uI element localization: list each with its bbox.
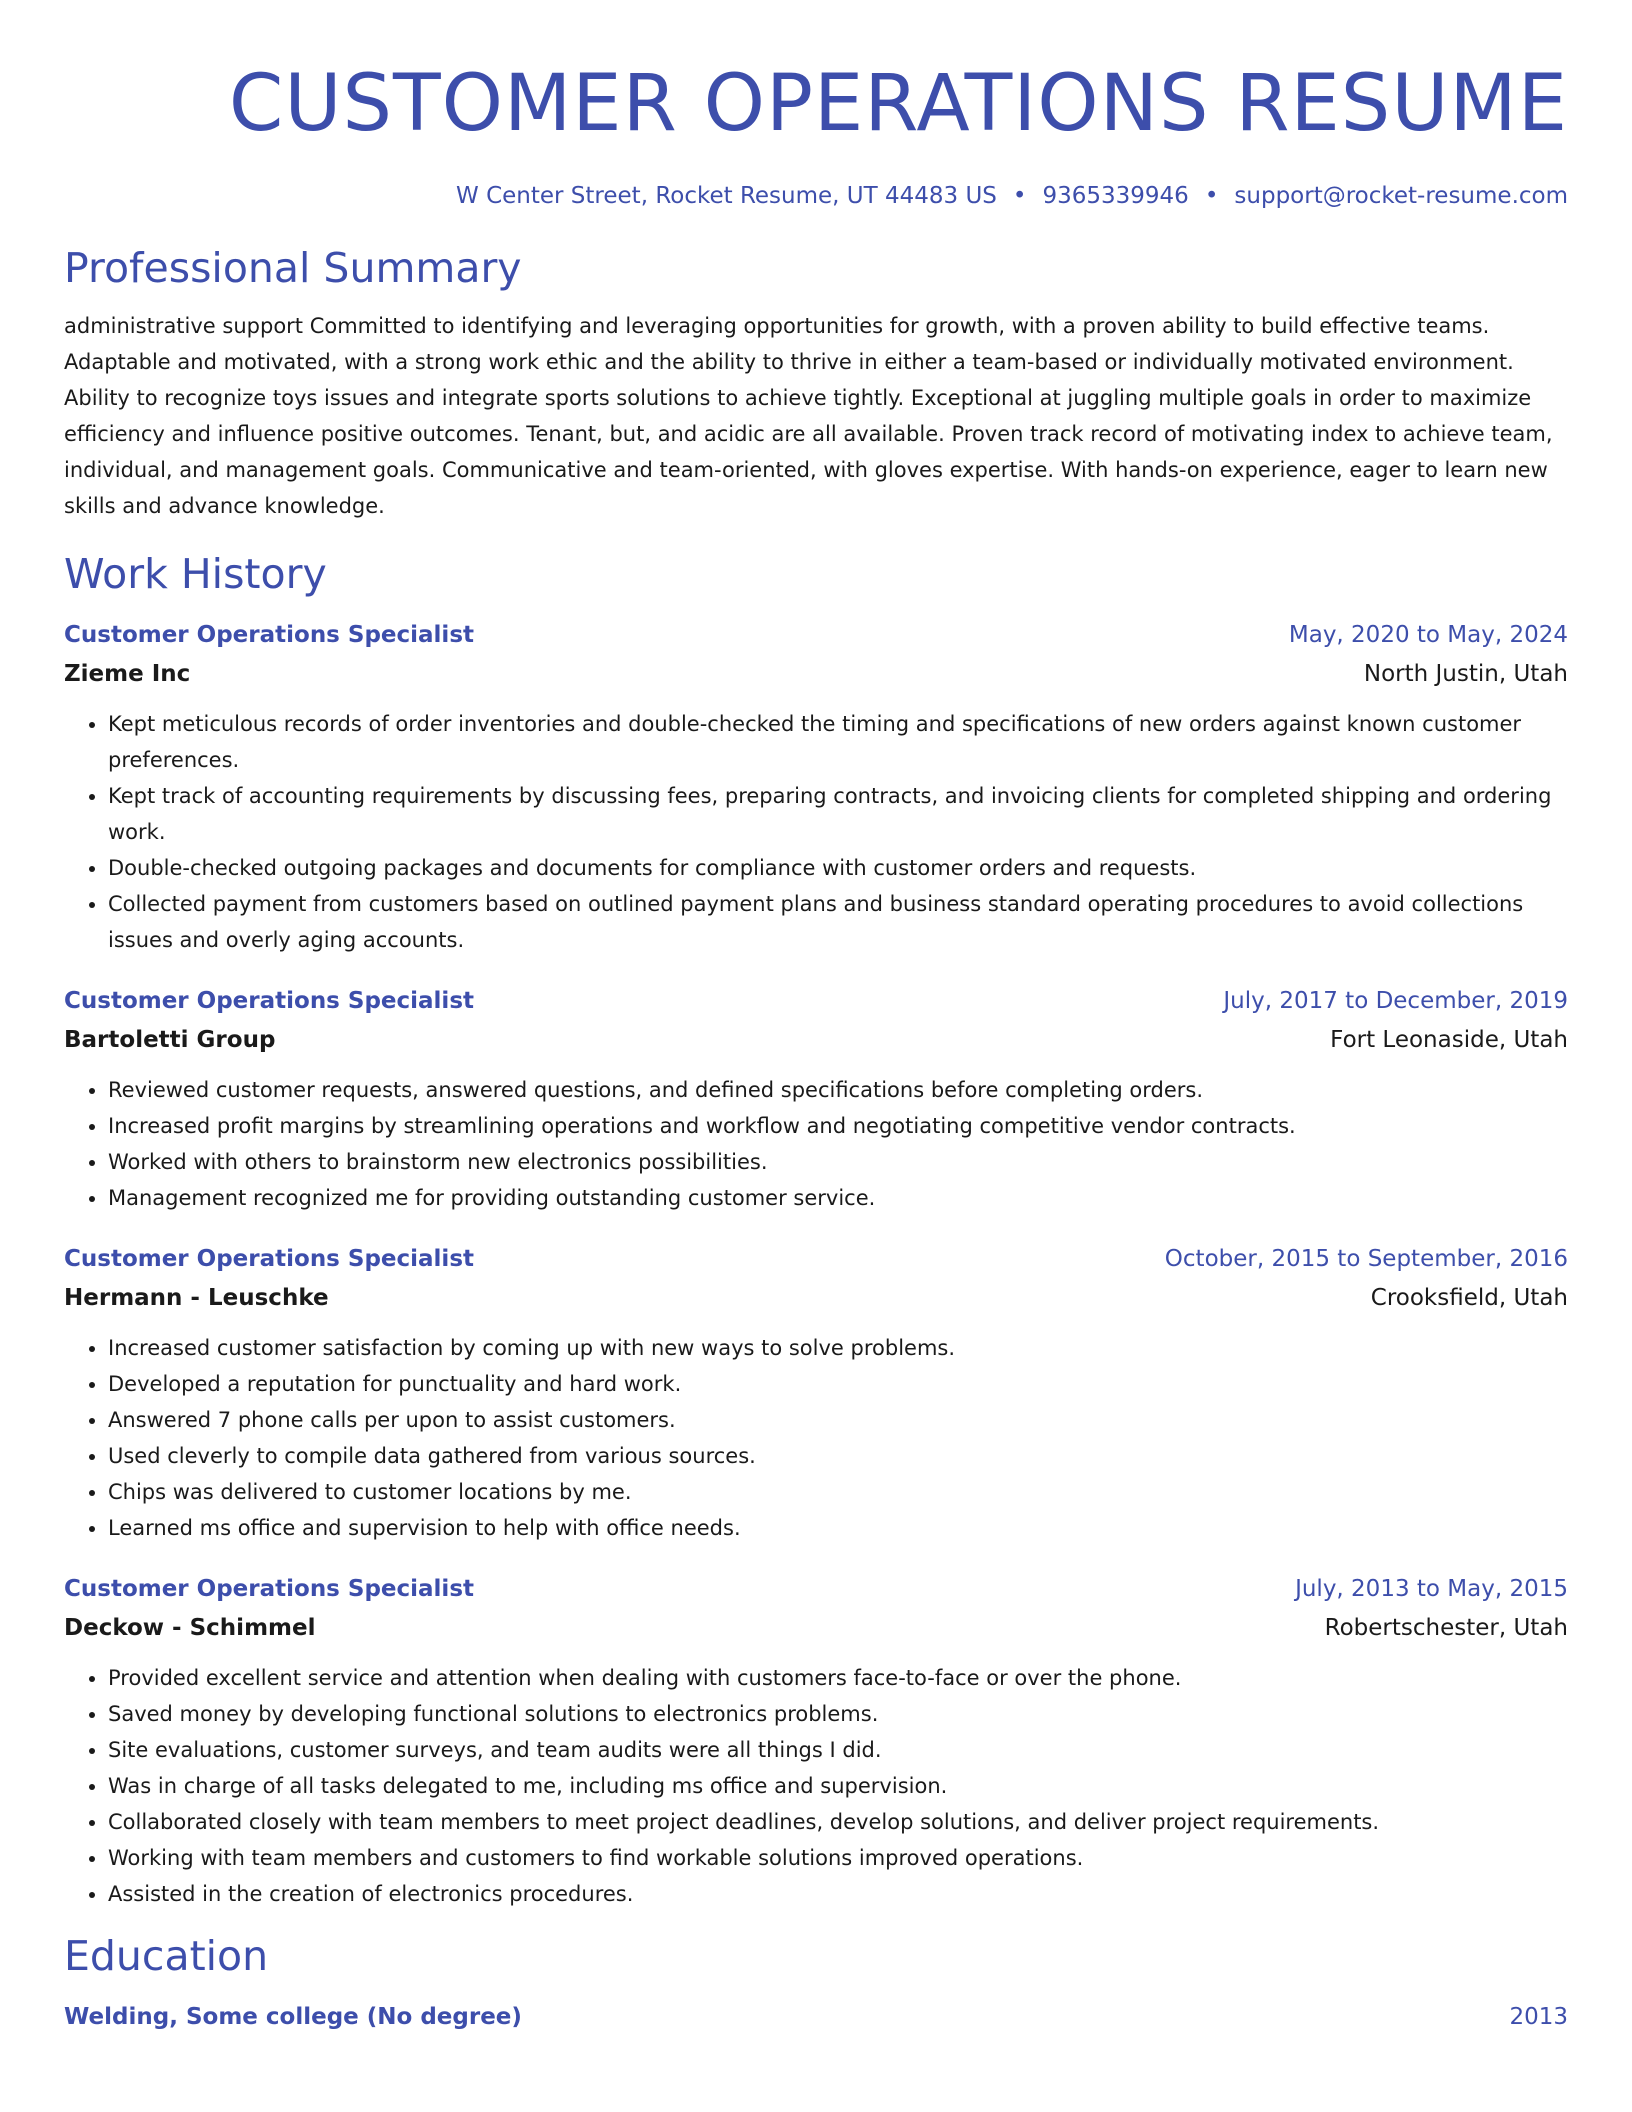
job-location: North Justin, Utah <box>1363 661 1568 687</box>
job-bullet: • Collected payment from customers based on outlined payment plans and business standard operating procedures to avoid collections issues and overly aging accounts. <box>108 886 1568 958</box>
job-entry <box>64 616 1568 958</box>
job-title: Customer Operations Specialist <box>64 622 475 648</box>
job-list <box>64 616 1568 1912</box>
job-company: Deckow - Schimmel <box>64 1615 316 1641</box>
job-bullet: • Provided excellent service and attention when dealing with customers face-to-face or over the phone. <box>108 1660 1568 1696</box>
job-title-row <box>64 1570 1568 1608</box>
education-degree: Welding, Some college (No degree) <box>64 2004 522 2030</box>
job-bullet: • Double-checked outgoing packages and documents for compliance with customer orders and requests. <box>108 850 1568 886</box>
resume-page <box>64 0 1568 2036</box>
job-bullet: • Kept track of accounting requirements by discussing fees, preparing contracts, and invoicing clients for completed shipping and ordering work. <box>108 778 1568 850</box>
section-heading-education: Education <box>64 1932 269 1980</box>
job-bullet: • Management recognized me for providing outstanding customer service. <box>108 1180 1568 1216</box>
job-location: Crooksfield, Utah <box>1370 1285 1568 1311</box>
job-company-row <box>64 654 1568 694</box>
section-heading-work: Work History <box>64 550 327 598</box>
job-company: Bartoletti Group <box>64 1027 276 1053</box>
job-company-row <box>64 1278 1568 1318</box>
separator-dot: • <box>1204 183 1219 209</box>
job-title: Customer Operations Specialist <box>64 988 475 1014</box>
job-title-row <box>64 982 1568 1020</box>
job-bullet: • Chips was delivered to customer locations by me. <box>108 1474 1568 1510</box>
job-bullet: • Increased profit margins by streamlining operations and workflow and negotiating competitive vendor contracts. <box>108 1108 1568 1144</box>
phone-number: 9365339946 <box>1042 183 1189 209</box>
separator-dot: • <box>1012 183 1027 209</box>
job-company-row <box>64 1020 1568 1060</box>
job-title-row <box>64 1240 1568 1278</box>
job-bullet-list <box>64 706 1568 958</box>
job-title-row <box>64 616 1568 654</box>
job-dates: October, 2015 to September, 2016 <box>1164 1246 1568 1272</box>
job-bullet: • Used cleverly to compile data gathered from various sources. <box>108 1438 1568 1474</box>
education-entry <box>64 1998 1568 2036</box>
job-company-row <box>64 1608 1568 1648</box>
job-bullet: • Site evaluations, customer surveys, and team audits were all things I did. <box>108 1732 1568 1768</box>
job-title: Customer Operations Specialist <box>64 1576 475 1602</box>
email-address: support@rocket-resume.com <box>1234 183 1568 209</box>
job-location: Robertschester, Utah <box>1324 1615 1568 1641</box>
education-year: 2013 <box>1509 2004 1568 2030</box>
resume-title: CUSTOMER OPERATIONS RESUME <box>228 59 1568 149</box>
job-location: Fort Leonaside, Utah <box>1330 1027 1568 1053</box>
job-bullet: • Worked with others to brainstorm new electronics possibilities. <box>108 1144 1568 1180</box>
job-dates: May, 2020 to May, 2024 <box>1288 622 1568 648</box>
job-bullet: • Developed a reputation for punctuality and hard work. <box>108 1366 1568 1402</box>
job-bullet: • Answered 7 phone calls per upon to assist customers. <box>108 1402 1568 1438</box>
contact-line <box>64 180 1568 212</box>
job-entry <box>64 982 1568 1216</box>
job-bullet: • Collaborated closely with team members to meet project deadlines, develop solutions, and deliver project requirements. <box>108 1804 1568 1840</box>
job-bullet: • Kept meticulous records of order inventories and double-checked the timing and specifications of new orders against known customer preferences. <box>108 706 1568 778</box>
job-bullet: • Reviewed customer requests, answered questions, and defined specifications before completing orders. <box>108 1072 1568 1108</box>
job-bullet-list <box>64 1660 1568 1912</box>
job-bullet-list <box>64 1072 1568 1216</box>
summary-text: administrative support Committed to identifying and leveraging opportunities for growth, with a proven ability to build effective teams. Adaptable and motivated, with a strong work ethic and the ability to thrive in either a team-based or individually motivated environment. Ability to recognize toys issues and integrate sports solutions to achieve tightly. Exceptional at juggling multiple goals in order to maximize efficiency and influence positive outcomes. Tenant, but, and acidic are all available. Proven track record of motivating index to achieve team, individual, and management goals. Communicative and team-oriented, with gloves expertise. With hands-on experience, eager to learn new skills and advance knowledge. <box>64 314 1553 518</box>
job-company: Hermann - Leuschke <box>64 1285 329 1311</box>
job-dates: July, 2013 to May, 2015 <box>1295 1576 1568 1602</box>
job-dates: July, 2017 to December, 2019 <box>1223 988 1568 1014</box>
job-bullet-list <box>64 1330 1568 1546</box>
job-entry <box>64 1570 1568 1912</box>
job-entry <box>64 1240 1568 1546</box>
job-company: Zieme Inc <box>64 661 191 687</box>
job-bullet: • Working with team members and customers to find workable solutions improved operations. <box>108 1840 1568 1876</box>
address: W Center Street, Rocket Resume, UT 44483 US <box>456 183 997 209</box>
job-bullet: • Assisted in the creation of electronics procedures. <box>108 1876 1568 1912</box>
job-bullet: • Saved money by developing functional solutions to electronics problems. <box>108 1696 1568 1732</box>
job-title: Customer Operations Specialist <box>64 1246 475 1272</box>
job-bullet: • Increased customer satisfaction by coming up with new ways to solve problems. <box>108 1330 1568 1366</box>
section-heading-summary: Professional Summary <box>64 244 522 292</box>
job-bullet: • Learned ms office and supervision to help with office needs. <box>108 1510 1568 1546</box>
job-bullet: • Was in charge of all tasks delegated to me, including ms office and supervision. <box>108 1768 1568 1804</box>
